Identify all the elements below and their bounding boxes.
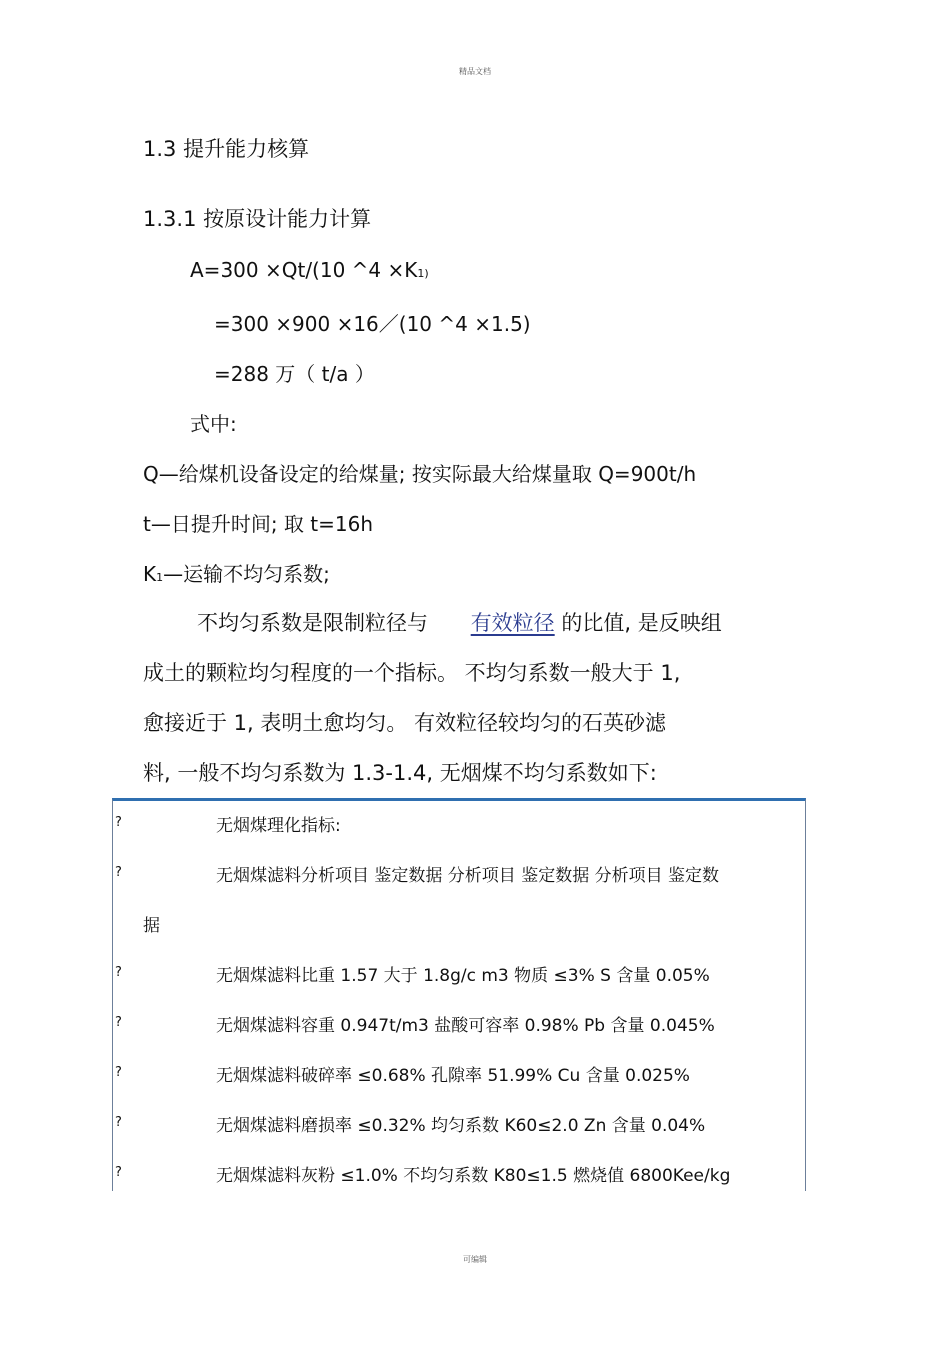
- bullet-marker: ?: [115, 815, 122, 830]
- bullet-marker: ?: [115, 1015, 122, 1030]
- box-row: 据: [143, 916, 160, 936]
- bullet-marker: ?: [115, 1165, 122, 1180]
- definition-k1-subscript: 1: [156, 571, 164, 584]
- page-header: 精品文档: [459, 67, 491, 76]
- paragraph-line-1: [197, 607, 722, 637]
- bullet-marker: ?: [115, 1115, 122, 1130]
- definition-k1: [143, 558, 330, 587]
- box-row: 无烟煤滤料磨损率 ≤0.32% 均匀系数 K60≤2.0 Zn 含量 0.04%: [216, 1116, 706, 1136]
- paragraph-line-1-a: 不均匀系数是限制粒径与: [197, 611, 428, 635]
- paragraph-line-2: 成土的颗粒均匀程度的一个指标。 不均匀系数一般大于 1,: [143, 661, 681, 685]
- paragraph-line-3: 愈接近于 1, 表明土愈均匀。 有效粒径较均匀的石英砂滤: [143, 711, 667, 735]
- formula-line-3: =288 万（ t/a ）: [214, 362, 375, 386]
- formula-line-1-text: A=300 ×Qt/(10 ^4 ×K: [190, 258, 418, 282]
- definition-k1-symbol: K: [143, 562, 157, 586]
- subsection-heading: 1.3.1 按原设计能力计算: [143, 207, 372, 231]
- formula-line-2: =300 ×900 ×16／(10 ^4 ×1.5): [214, 312, 531, 336]
- definition-q: Q—给煤机设备设定的给煤量; 按实际最大给煤量取 Q=900t/h: [143, 462, 697, 486]
- page-footer: 可编辑: [463, 1255, 487, 1264]
- box-row: 无烟煤滤料破碎率 ≤0.68% 孔隙率 51.99% Cu 含量 0.025%: [216, 1066, 690, 1086]
- paragraph-line-1-b: 的比值, 是反映组: [561, 611, 722, 635]
- box-row: 无烟煤理化指标:: [216, 816, 341, 836]
- formula-line-1: [190, 258, 429, 282]
- definition-t: t—日提升时间; 取 t=16h: [143, 512, 374, 536]
- box-row: 无烟煤滤料分析项目 鉴定数据 分析项目 鉴定数据 分析项目 鉴定数: [216, 866, 720, 886]
- bullet-marker: ?: [115, 865, 122, 880]
- box-row: 无烟煤滤料比重 1.57 大于 1.8g/c m3 物质 ≤3% S 含量 0.05%: [216, 966, 710, 986]
- box-row: 无烟煤滤料容重 0.947t/m3 盐酸可容率 0.98% Pb 含量 0.045%: [216, 1016, 715, 1036]
- effective-size-link[interactable]: 有效粒径: [470, 611, 555, 635]
- bullet-marker: ?: [115, 1065, 122, 1080]
- definition-k1-text: —运输不均匀系数;: [163, 562, 330, 586]
- paragraph-line-4: 料, 一般不均匀系数为 1.3-1.4, 无烟煤不均匀系数如下:: [143, 761, 657, 785]
- where-label: 式中:: [190, 412, 237, 436]
- formula-subscript: 1): [417, 267, 429, 280]
- bullet-marker: ?: [115, 965, 122, 980]
- section-heading: 1.3 提升能力核算: [143, 137, 310, 161]
- box-row: 无烟煤滤料灰粉 ≤1.0% 不均匀系数 K80≤1.5 燃烧值 6800Kee/kg: [216, 1166, 731, 1186]
